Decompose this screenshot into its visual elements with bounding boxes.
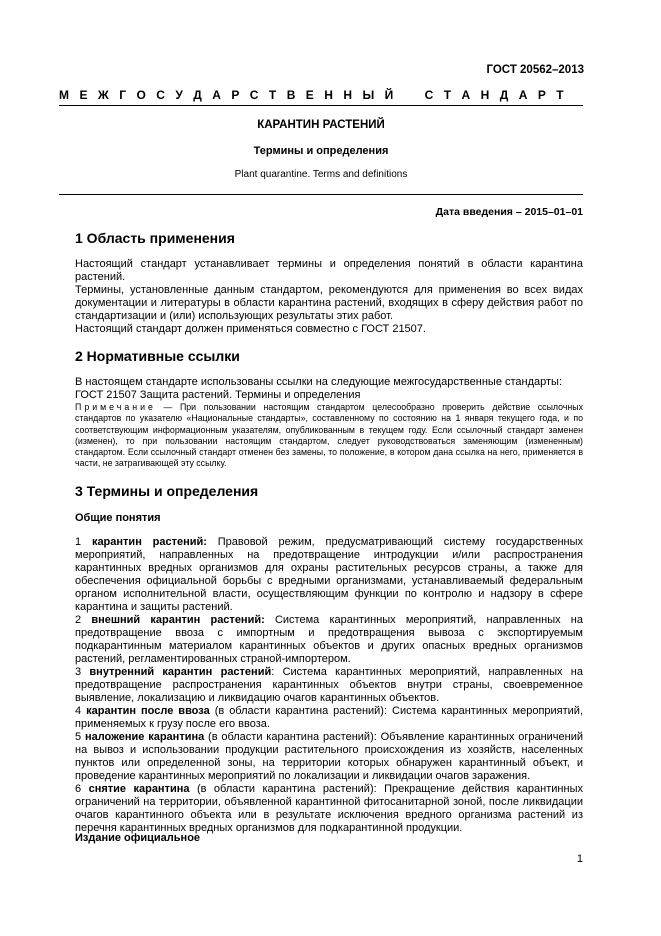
interstate-letter: М [59, 88, 69, 102]
section2-heading: 2 Нормативные ссылки [75, 348, 240, 364]
section1-paragraph: Настоящий стандарт устанавливает термины и определения понятий в области карантина растений. [75, 258, 583, 283]
term-entry [75, 783, 583, 835]
interstate-letter: Г [119, 88, 126, 102]
document-subtitle: Термины и определения [253, 145, 389, 157]
term-entry [75, 536, 583, 614]
term-number: 4 [75, 705, 82, 717]
interstate-letter: А [212, 88, 221, 102]
term-name: карантин растений: [91, 536, 207, 548]
section1-body [75, 258, 583, 336]
interstate-letter: У [175, 88, 183, 102]
interstate-letter: Т [443, 88, 452, 102]
term-number: 5 [75, 731, 82, 743]
term-name: наложение карантина [84, 731, 205, 743]
interstate-letter: О [136, 88, 146, 102]
interstate-letter: Т [556, 88, 564, 102]
section3-subheading: Общие понятия [75, 512, 161, 524]
interstate-letter: В [286, 88, 296, 102]
term-definition: (в области карантина растений): Прекращение действия карантинных ограничений на территории, объявленной карантинной фитосанитарной зоной, после ликвидации очагов карантинного объекта или в результате исключения вредного организма растений из перечня карантинных вредных организмов для подкарантинной продукции. [75, 783, 583, 834]
interstate-letter: Д [193, 88, 202, 102]
interstate-letter: Р [537, 88, 546, 102]
header-divider-bottom [59, 194, 583, 195]
term-name: снятие карантина [88, 783, 190, 795]
term-definition: (в области карантина растений): Система карантинных мероприятий, применяемых к грузу после его ввоза. [75, 705, 583, 730]
term-number: 2 [75, 614, 82, 626]
terms-list [75, 536, 583, 835]
section2-paragraph: В настоящем стандарте использованы ссылки на следующие межгосударственные стандарты: [75, 376, 563, 388]
term-entry [75, 666, 583, 705]
section1-paragraph: Термины, установленные данным стандартом, рекомендуются для применения во всех видах документации и литературы в области карантина растений, входящих в сферу действия работ по стандартизации и (или) использующих результаты этих работ. [75, 284, 583, 322]
interstate-letter: С [156, 88, 165, 102]
section2-body [75, 376, 583, 402]
term-definition: Правовой режим, предусматривающий систему государственных мероприятий, направленных на предотвращение интродукции и/или распространения карантинных вредных организмов для охраны растительных ресурсов страны, а также для обеспечения официальной борьбы с вредными организмами, устанавливаемый федеральным органом исполнительной власти, осуществляющим функции по контролю и надзору в сфере карантина и защиты растений. [75, 536, 584, 613]
header-divider-top [59, 105, 583, 106]
interstate-letter: А [461, 88, 471, 102]
note-text: — При пользовании настоящим стандартом целесообразно проверить действие ссылочных стандартов по указателю «Национальные стандарты», составленному по состоянию на 1 января текущего года, и по соответствующим информационным указателям, опубликованным в текущем году. Если ссылочный стандарт заменен (изменен), то при пользовании настоящим стандартом, следует руководствоваться заменяющим (измененным) стандартом. Если ссылочный стандарт отменен без замены, то положение, в котором дана ссылка на него, применяется в части, не затрагивающей эту ссылку. [75, 402, 583, 469]
interstate-letter: Н [324, 88, 333, 102]
interstate-letter: Д [499, 88, 509, 102]
introduction-date: Дата введения – 2015–01–01 [435, 206, 583, 218]
interstate-letter: Н [480, 88, 490, 102]
term-name: внешний карантин растений: [91, 614, 265, 626]
section3-heading: 3 Термины и определения [75, 483, 259, 499]
interstate-letter: Й [384, 88, 394, 102]
section2-reference: ГОСТ 21507 Защита растений. Термины и определения [75, 389, 361, 401]
note-label: Примечание [75, 402, 156, 412]
section1-heading: 1 Область применения [75, 230, 235, 246]
term-entry [75, 614, 583, 666]
term-name: внутренний карантин растений [89, 666, 272, 678]
interstate-letter: Е [305, 88, 314, 102]
interstate-letter: А [518, 88, 528, 102]
interstate-letter: Е [79, 88, 88, 102]
term-number: 1 [75, 536, 82, 548]
interstate-letter: Т [268, 88, 277, 102]
term-entry [75, 731, 583, 783]
term-number: 6 [75, 783, 82, 795]
interstate-letter: Р [231, 88, 240, 102]
term-definition: Система карантинных мероприятий, направленных на предотвращение ввоза с импортным и предотвращения вывоза с экспортируемым подкарантинным материалом карантинных объектов и других опасных вредных организмов растений, регламентированных страной-импортером. [75, 614, 583, 665]
interstate-letter: С [424, 88, 434, 102]
section2-note [75, 402, 583, 470]
document-title: КАРАНТИН РАСТЕНИЙ [257, 119, 385, 131]
term-entry [75, 705, 583, 731]
interstate-letter: Ы [362, 88, 375, 102]
interstate-letter: Н [343, 88, 353, 102]
term-name: карантин после ввоза [86, 705, 210, 717]
term-definition: : Система карантинных мероприятий, направленных на предотвращение распространения карантинных объектов внутри страны, своевременное выявление, локализацию и ликвидацию очагов карантинных объектов. [75, 666, 583, 704]
page-number: 1 [576, 853, 583, 865]
term-definition: (в области карантина растений): Объявление карантинных ограничений на вывоз и использовании продукции растительного происхождения из хозяйств, населенных пунктов или определенной зоны, на территории которых обнаружен карантинный объект, и проведение карантинных мероприятий по локализации и ликвидации очагов заражения. [75, 731, 584, 782]
official-edition-label: Издание официальное [75, 832, 201, 844]
english-title: Plant quarantine. Terms and definitions [234, 169, 408, 180]
interstate-letter: Ж [97, 88, 109, 102]
term-number: 3 [75, 666, 82, 678]
interstate-standard-label [59, 88, 564, 102]
standard-code: ГОСТ 20562–2013 [486, 64, 584, 76]
interstate-letter: С [249, 88, 259, 102]
section1-paragraph: Настоящий стандарт должен применяться совместно с ГОСТ 21507. [75, 323, 426, 335]
